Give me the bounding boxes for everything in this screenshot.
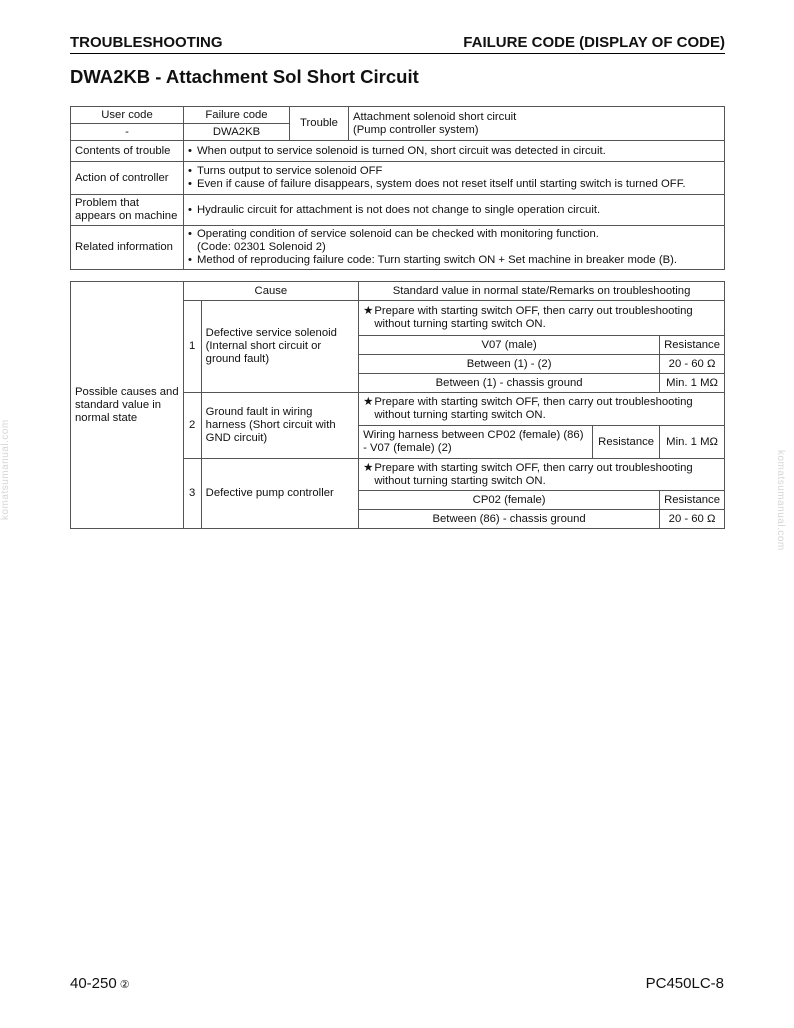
row-label: Action of controller [71,162,184,195]
row-label: Problem that appears on machine [71,195,184,226]
trouble-label: Trouble [290,107,349,141]
measure-value: 20 - 60 Ω [660,510,725,529]
measure-value: Min. 1 MΩ [660,374,725,393]
star-icon: ★ [363,461,374,474]
watermark-right: komatsumanual.com [775,450,786,551]
cause-number: 2 [183,393,201,459]
standard-header: Standard value in normal state/Remarks on troubleshooting [359,282,725,301]
causes-side-label: Possible causes and standard value in normal state [71,282,184,529]
measure-value: 20 - 60 Ω [660,355,725,374]
cause-note: ★ Prepare with starting switch OFF, then carry out troubleshooting without turning starting switch ON. [359,301,725,336]
user-code-label: User code [71,107,184,124]
cause-text: Ground fault in wiring harness (Short circuit with GND circuit) [201,393,358,459]
measure-point: Wiring harness between CP02 (female) (86) - V07 (female) (2) [359,426,593,459]
failure-code-label: Failure code [184,107,290,124]
failure-info-table [70,106,725,270]
cause-header: Cause [183,282,358,301]
watermark-left: komatsumanual.com [0,419,11,520]
trouble-text: Attachment solenoid short circuit (Pump controller system) [349,107,725,141]
measure-head: Resistance [660,336,725,355]
row-content: • Operating condition of service solenoid can be checked with monitoring function. (Code: 02301 Solenoid 2) • Method of reproducing failure code: Turn starting switch ON + Set machine in breaker mode (B). [184,226,725,270]
model-name: PC450LC-8 [645,975,724,992]
measure-point: Between (1) - chassis ground [359,374,660,393]
cause-text: Defective service solenoid (Internal short circuit or ground fault) [201,301,358,393]
measure-point: Between (1) - (2) [359,355,660,374]
cause-text: Defective pump controller [201,459,358,529]
row-content: • When output to service solenoid is turned ON, short circuit was detected in circuit. [184,141,725,162]
measure-head: Resistance [593,426,660,459]
section-title: TROUBLESHOOTING [70,34,223,51]
cause-number: 1 [183,301,201,393]
failure-code-value: DWA2KB [184,124,290,141]
measure-point: Between (86) - chassis ground [359,510,660,529]
cause-number: 3 [183,459,201,529]
row-content: • Hydraulic circuit for attachment is not does not change to single operation circuit. [184,195,725,226]
section-subtitle: FAILURE CODE (DISPLAY OF CODE) [463,34,725,51]
possible-causes-table [70,281,725,529]
row-label: Related information [71,226,184,270]
row-label: Contents of trouble [71,141,184,162]
page-title: DWA2KB - Attachment Sol Short Circuit [70,66,419,87]
cause-note: ★ Prepare with starting switch OFF, then carry out troubleshooting without turning starting switch ON. [359,393,725,426]
cause-note: ★ Prepare with starting switch OFF, then carry out troubleshooting without turning starting switch ON. [359,459,725,491]
page-number: 40-250 ② [70,975,130,992]
measure-head: CP02 (female) [359,491,660,510]
user-code-value: - [71,124,184,141]
measure-head: V07 (male) [359,336,660,355]
star-icon: ★ [363,305,374,317]
page-header [70,33,725,54]
measure-head: Resistance [660,491,725,510]
row-content: • Turns output to service solenoid OFF • Even if cause of failure disappears, system does not reset itself until starting switch is turned OFF. [184,162,725,195]
star-icon: ★ [363,396,374,408]
measure-value: Min. 1 MΩ [660,426,725,459]
revision-mark: ② [119,979,130,991]
